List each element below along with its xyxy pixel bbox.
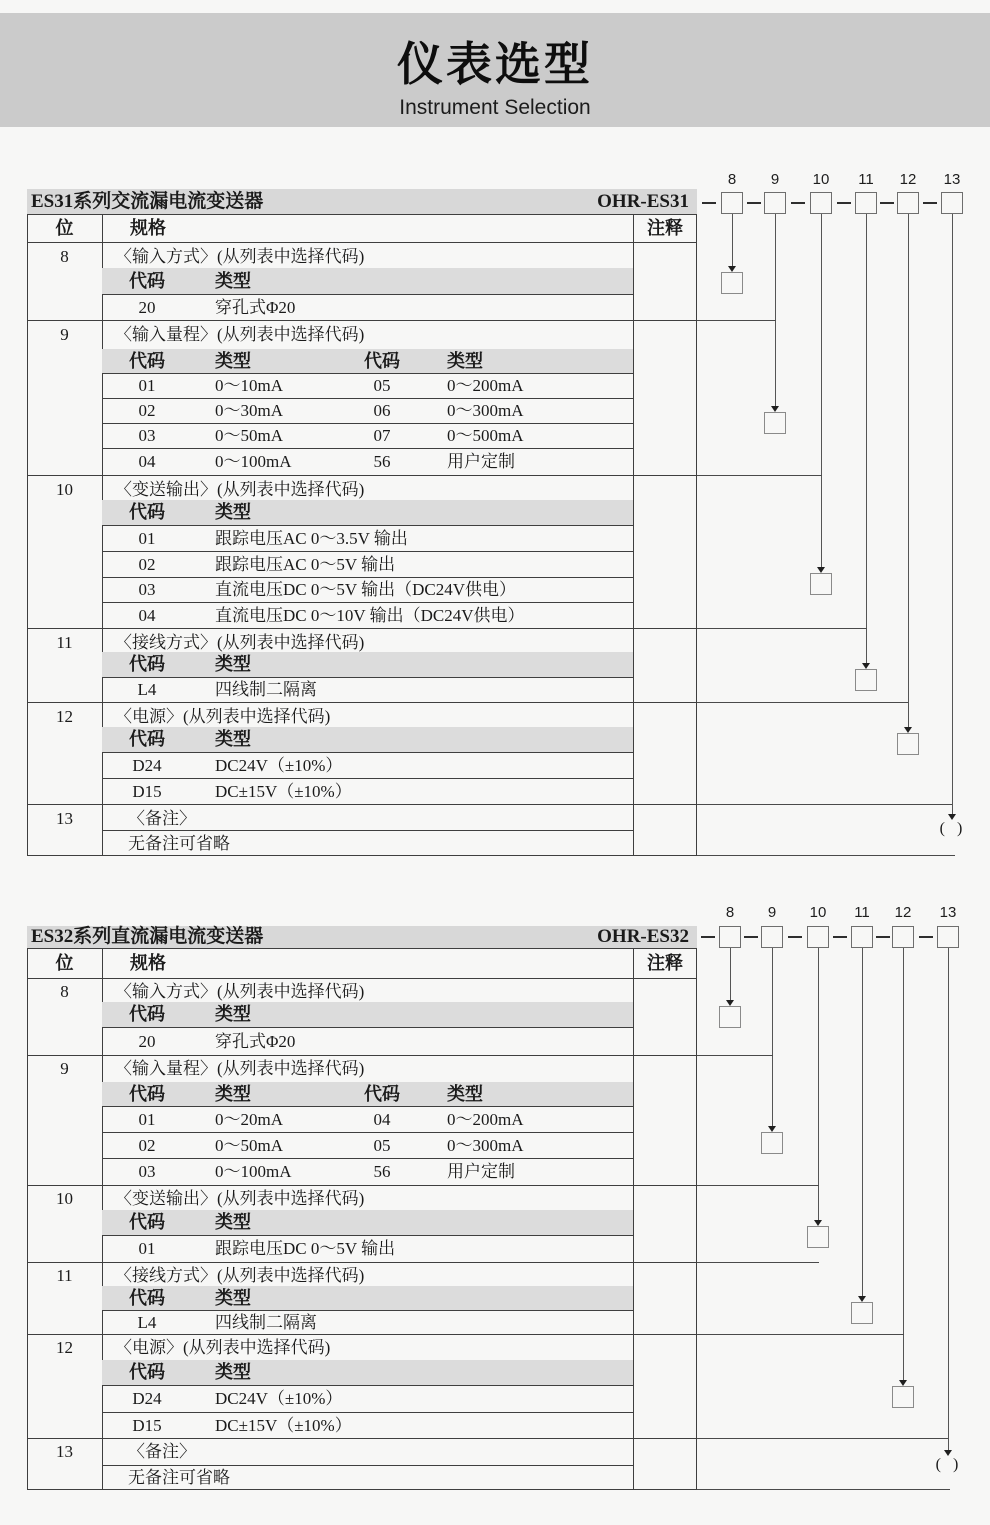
code-cell: 03 bbox=[138, 426, 156, 445]
type-header-label: 类型 bbox=[215, 1288, 251, 1308]
type-cell: 0～50mA bbox=[215, 426, 283, 445]
dash bbox=[923, 202, 937, 204]
section-subtitle: 〈电源〉(从列表中选择代码) bbox=[115, 707, 331, 726]
code-table-header bbox=[102, 268, 633, 294]
type-header-label: 类型 bbox=[447, 351, 483, 371]
dash bbox=[880, 202, 894, 204]
code-slot-box bbox=[941, 192, 963, 214]
section-connector bbox=[697, 855, 955, 856]
connector-line bbox=[862, 948, 863, 1296]
target-box bbox=[810, 573, 832, 595]
column-header-note: 注释 bbox=[647, 218, 683, 238]
target-box bbox=[851, 1302, 873, 1324]
dash bbox=[747, 202, 761, 204]
section-subtitle: 〈输入方式〉(从列表中选择代码) bbox=[115, 982, 365, 1001]
code-table-row bbox=[102, 1385, 633, 1412]
code-header-label: 代码 bbox=[129, 1212, 165, 1232]
type-cell: 跟踪电压AC 0～5V 输出 bbox=[215, 555, 396, 574]
series-table-es32 bbox=[27, 926, 697, 1490]
code-cell: 01 bbox=[138, 376, 156, 395]
position-digit: 10 bbox=[809, 904, 827, 921]
target-box bbox=[855, 669, 877, 691]
code-cell: 05 bbox=[373, 1136, 391, 1155]
section-connector bbox=[697, 804, 952, 805]
divider bbox=[27, 804, 697, 805]
divider bbox=[27, 978, 697, 979]
code-header-label: 代码 bbox=[364, 1084, 400, 1104]
position-digit: 10 bbox=[812, 171, 830, 188]
code-header-label: 代码 bbox=[129, 1004, 165, 1024]
code-slot-box bbox=[897, 192, 919, 214]
position-number: 12 bbox=[56, 707, 73, 726]
code-cell: D24 bbox=[132, 1389, 162, 1408]
code-header-label: 代码 bbox=[129, 1288, 165, 1308]
divider bbox=[27, 702, 697, 703]
connector-line bbox=[821, 214, 822, 567]
section-subtitle: 〈电源〉(从列表中选择代码) bbox=[115, 1338, 331, 1357]
position-number: 9 bbox=[60, 1059, 69, 1078]
type-cell: 直流电压DC 0～5V 输出（DC24V供电） bbox=[215, 580, 516, 599]
code-slot-box bbox=[855, 192, 877, 214]
type-header-label: 类型 bbox=[215, 351, 251, 371]
type-cell: 0～300mA bbox=[447, 1136, 524, 1155]
code-table-row bbox=[102, 602, 633, 628]
divider bbox=[633, 214, 634, 856]
code-table-header bbox=[102, 727, 633, 752]
connector-line bbox=[866, 214, 867, 663]
code-table-row bbox=[102, 752, 633, 778]
code-table-row bbox=[102, 778, 633, 804]
position-digit: 8 bbox=[727, 171, 737, 188]
remark-parentheses: ( ) bbox=[935, 1456, 963, 1473]
code-cell: D15 bbox=[132, 1416, 162, 1435]
code-header-label: 代码 bbox=[129, 1362, 165, 1382]
section-connector bbox=[697, 475, 822, 476]
position-digit: 9 bbox=[770, 171, 780, 188]
code-table-row bbox=[102, 551, 633, 577]
target-box bbox=[807, 1226, 829, 1248]
position-digit: 8 bbox=[725, 904, 735, 921]
code-slot-box bbox=[764, 192, 786, 214]
model-code: OHR-ES31 bbox=[597, 191, 689, 212]
type-cell: 用户定制 bbox=[447, 452, 515, 471]
type-header-label: 类型 bbox=[215, 1084, 251, 1104]
dash bbox=[701, 936, 715, 938]
code-table-row bbox=[102, 398, 633, 423]
position-digit: 13 bbox=[939, 904, 957, 921]
column-header-spec: 规格 bbox=[130, 218, 166, 238]
dash bbox=[702, 202, 716, 204]
column-header-position: 位 bbox=[55, 953, 74, 973]
code-table-header bbox=[102, 1082, 633, 1106]
type-cell: 穿孔式Φ20 bbox=[215, 1032, 296, 1051]
dash bbox=[744, 936, 758, 938]
position-number: 12 bbox=[56, 1338, 73, 1357]
dash bbox=[833, 936, 847, 938]
type-cell: 0～200mA bbox=[447, 1110, 524, 1129]
section-subtitle: 〈备注〉 bbox=[128, 809, 196, 828]
code-cell: 02 bbox=[138, 555, 156, 574]
code-header-label: 代码 bbox=[129, 502, 165, 522]
remark-note: 无备注可省略 bbox=[128, 1468, 230, 1487]
code-cell: D15 bbox=[132, 782, 162, 801]
position-number: 10 bbox=[56, 1189, 73, 1208]
divider bbox=[27, 1489, 697, 1490]
section-connector bbox=[697, 1185, 819, 1186]
position-digit: 12 bbox=[899, 171, 917, 188]
position-digit: 9 bbox=[767, 904, 777, 921]
type-cell: DC24V（±10%） bbox=[215, 1389, 343, 1408]
divider bbox=[696, 948, 697, 1490]
divider bbox=[27, 1055, 697, 1056]
table-title: ES31系列交流漏电流变送器 bbox=[31, 191, 264, 212]
code-header-label: 代码 bbox=[364, 351, 400, 371]
code-table-row bbox=[102, 677, 633, 702]
type-cell: 0～10mA bbox=[215, 376, 283, 395]
code-cell: L4 bbox=[137, 680, 157, 699]
target-box bbox=[897, 733, 919, 755]
code-table-row bbox=[102, 448, 633, 475]
code-table-row bbox=[102, 577, 633, 602]
column-header-note: 注释 bbox=[647, 953, 683, 973]
position-number: 8 bbox=[60, 247, 69, 266]
code-table-row bbox=[102, 1027, 633, 1055]
divider bbox=[27, 475, 697, 476]
code-cell: 07 bbox=[373, 426, 391, 445]
code-table-header bbox=[102, 1002, 633, 1027]
section-subtitle: 〈变送输出〉(从列表中选择代码) bbox=[115, 480, 365, 499]
code-cell: 56 bbox=[373, 1162, 391, 1181]
page-subtitle: Instrument Selection bbox=[399, 96, 591, 119]
type-header-label: 类型 bbox=[447, 1084, 483, 1104]
target-box bbox=[892, 1386, 914, 1408]
type-cell: 0～100mA bbox=[215, 452, 292, 471]
code-slot-box bbox=[719, 926, 741, 948]
table-title-bar bbox=[27, 189, 697, 214]
position-number: 8 bbox=[60, 982, 69, 1001]
code-cell: 01 bbox=[138, 1110, 156, 1129]
type-cell: 0～100mA bbox=[215, 1162, 292, 1181]
code-slot-box bbox=[761, 926, 783, 948]
code-header-label: 代码 bbox=[129, 1084, 165, 1104]
position-number: 13 bbox=[56, 809, 73, 828]
divider bbox=[27, 948, 697, 949]
divider bbox=[27, 948, 28, 1490]
divider bbox=[633, 948, 634, 1490]
connector-line bbox=[730, 948, 731, 1000]
section-subtitle: 〈备注〉 bbox=[128, 1442, 196, 1461]
series-table-es31 bbox=[27, 189, 697, 856]
code-table-row bbox=[102, 1412, 633, 1438]
code-table-row bbox=[102, 294, 633, 320]
code-slot-box bbox=[721, 192, 743, 214]
code-cell: 05 bbox=[373, 376, 391, 395]
target-box bbox=[761, 1132, 783, 1154]
type-cell: 四线制二隔离 bbox=[215, 680, 317, 699]
type-cell: 穿孔式Φ20 bbox=[215, 298, 296, 317]
dash bbox=[876, 936, 890, 938]
type-cell: 0～50mA bbox=[215, 1136, 283, 1155]
connector-line bbox=[903, 948, 904, 1380]
dash bbox=[788, 936, 802, 938]
code-cell: 02 bbox=[138, 1136, 156, 1155]
code-slot-box bbox=[937, 926, 959, 948]
code-cell: 03 bbox=[138, 580, 156, 599]
section-subtitle: 〈变送输出〉(从列表中选择代码) bbox=[115, 1189, 365, 1208]
section-subtitle: 〈输入量程〉(从列表中选择代码) bbox=[115, 1059, 365, 1078]
code-cell: 04 bbox=[138, 452, 156, 471]
page-banner bbox=[0, 13, 990, 127]
code-table-row bbox=[102, 1158, 633, 1185]
section-connector bbox=[697, 1055, 773, 1056]
code-table-header bbox=[102, 1286, 633, 1310]
position-digit: 13 bbox=[943, 171, 961, 188]
code-table-header bbox=[102, 1210, 633, 1235]
type-cell: 直流电压DC 0～10V 输出（DC24V供电） bbox=[215, 606, 525, 625]
divider bbox=[27, 855, 697, 856]
section-connector bbox=[697, 702, 908, 703]
code-cell: 04 bbox=[373, 1110, 391, 1129]
divider bbox=[27, 1334, 697, 1335]
section-connector bbox=[697, 1262, 819, 1263]
target-box bbox=[764, 412, 786, 434]
section-connector bbox=[697, 1334, 904, 1335]
code-header-label: 代码 bbox=[129, 729, 165, 749]
type-header-label: 类型 bbox=[215, 271, 251, 291]
type-header-label: 类型 bbox=[215, 1212, 251, 1232]
dash bbox=[837, 202, 851, 204]
connector-line bbox=[772, 948, 773, 1126]
connector-line bbox=[952, 214, 953, 814]
type-header-label: 类型 bbox=[215, 502, 251, 522]
remark-note: 无备注可省略 bbox=[128, 834, 230, 853]
code-cell: L4 bbox=[137, 1313, 157, 1332]
type-cell: 0～30mA bbox=[215, 401, 283, 420]
code-table-header bbox=[102, 1360, 633, 1385]
target-box bbox=[721, 272, 743, 294]
type-header-label: 类型 bbox=[215, 1004, 251, 1024]
code-table-row bbox=[102, 525, 633, 551]
code-table-row bbox=[102, 1235, 633, 1262]
section-connector bbox=[697, 628, 867, 629]
type-cell: 用户定制 bbox=[447, 1162, 515, 1181]
connector-line bbox=[948, 948, 949, 1450]
divider bbox=[696, 214, 697, 856]
position-digit: 11 bbox=[854, 904, 870, 921]
dash bbox=[791, 202, 805, 204]
connector-line bbox=[775, 214, 776, 406]
section-subtitle: 〈接线方式〉(从列表中选择代码) bbox=[115, 633, 365, 652]
position-digit: 12 bbox=[894, 904, 912, 921]
type-header-label: 类型 bbox=[215, 1362, 251, 1382]
divider bbox=[27, 1185, 697, 1186]
section-subtitle: 〈输入方式〉(从列表中选择代码) bbox=[115, 247, 365, 266]
page-title: 仪表选型 bbox=[397, 38, 593, 90]
section-subtitle: 〈输入量程〉(从列表中选择代码) bbox=[115, 325, 365, 344]
code-header-label: 代码 bbox=[129, 271, 165, 291]
type-cell: DC±15V（±10%） bbox=[215, 1416, 352, 1435]
code-table-row bbox=[102, 1106, 633, 1132]
code-table-row bbox=[102, 373, 633, 398]
code-table-header bbox=[102, 652, 633, 677]
type-cell: 0～500mA bbox=[447, 426, 524, 445]
divider bbox=[27, 214, 28, 856]
divider bbox=[27, 242, 697, 243]
type-cell: 四线制二隔离 bbox=[215, 1313, 317, 1332]
model-code: OHR-ES32 bbox=[597, 926, 689, 947]
divider bbox=[27, 628, 697, 629]
remark-parentheses: ( ) bbox=[939, 820, 967, 837]
type-cell: 跟踪电压AC 0～3.5V 输出 bbox=[215, 529, 408, 548]
type-cell: DC24V（±10%） bbox=[215, 756, 343, 775]
code-slot-box bbox=[810, 192, 832, 214]
type-header-label: 类型 bbox=[215, 654, 251, 674]
code-table-row bbox=[102, 423, 633, 448]
code-cell: 02 bbox=[138, 401, 156, 420]
divider bbox=[27, 214, 697, 215]
dash bbox=[919, 936, 933, 938]
type-header-label: 类型 bbox=[215, 729, 251, 749]
code-cell: D24 bbox=[132, 756, 162, 775]
code-slot-box bbox=[807, 926, 829, 948]
table-title-bar bbox=[27, 926, 697, 948]
position-digit: 11 bbox=[858, 171, 874, 188]
code-cell: 06 bbox=[373, 401, 391, 420]
code-cell: 20 bbox=[138, 298, 156, 317]
divider bbox=[27, 1438, 697, 1439]
code-header-label: 代码 bbox=[129, 654, 165, 674]
code-cell: 01 bbox=[138, 1239, 156, 1258]
position-number: 11 bbox=[56, 1266, 73, 1285]
code-header-label: 代码 bbox=[129, 351, 165, 371]
section-connector bbox=[697, 320, 776, 321]
type-cell: 0～20mA bbox=[215, 1110, 283, 1129]
connector-line bbox=[732, 214, 733, 266]
target-box bbox=[719, 1006, 741, 1028]
section-connector bbox=[697, 1438, 948, 1439]
position-number: 13 bbox=[56, 1442, 73, 1461]
connector-line bbox=[908, 214, 909, 727]
table-title: ES32系列直流漏电流变送器 bbox=[31, 926, 264, 947]
code-cell: 20 bbox=[138, 1032, 156, 1051]
position-number: 11 bbox=[56, 633, 73, 652]
code-table-header bbox=[102, 500, 633, 525]
code-cell: 01 bbox=[138, 529, 156, 548]
code-table-row bbox=[102, 1132, 633, 1158]
code-cell: 04 bbox=[138, 606, 156, 625]
type-cell: 跟踪电压DC 0～5V 输出 bbox=[215, 1239, 396, 1258]
column-header-spec: 规格 bbox=[130, 953, 166, 973]
divider bbox=[27, 320, 697, 321]
code-slot-box bbox=[892, 926, 914, 948]
divider bbox=[102, 1465, 633, 1466]
section-subtitle: 〈接线方式〉(从列表中选择代码) bbox=[115, 1266, 365, 1285]
code-cell: 03 bbox=[138, 1162, 156, 1181]
type-cell: DC±15V（±10%） bbox=[215, 782, 352, 801]
column-header-position: 位 bbox=[55, 218, 74, 238]
code-slot-box bbox=[851, 926, 873, 948]
type-cell: 0～300mA bbox=[447, 401, 524, 420]
type-cell: 0～200mA bbox=[447, 376, 524, 395]
divider bbox=[27, 1262, 697, 1263]
code-table-header bbox=[102, 349, 633, 373]
connector-line bbox=[818, 948, 819, 1220]
code-table-row bbox=[102, 1310, 633, 1334]
code-cell: 56 bbox=[373, 452, 391, 471]
position-number: 9 bbox=[60, 325, 69, 344]
section-connector bbox=[697, 1489, 950, 1490]
position-number: 10 bbox=[56, 480, 73, 499]
